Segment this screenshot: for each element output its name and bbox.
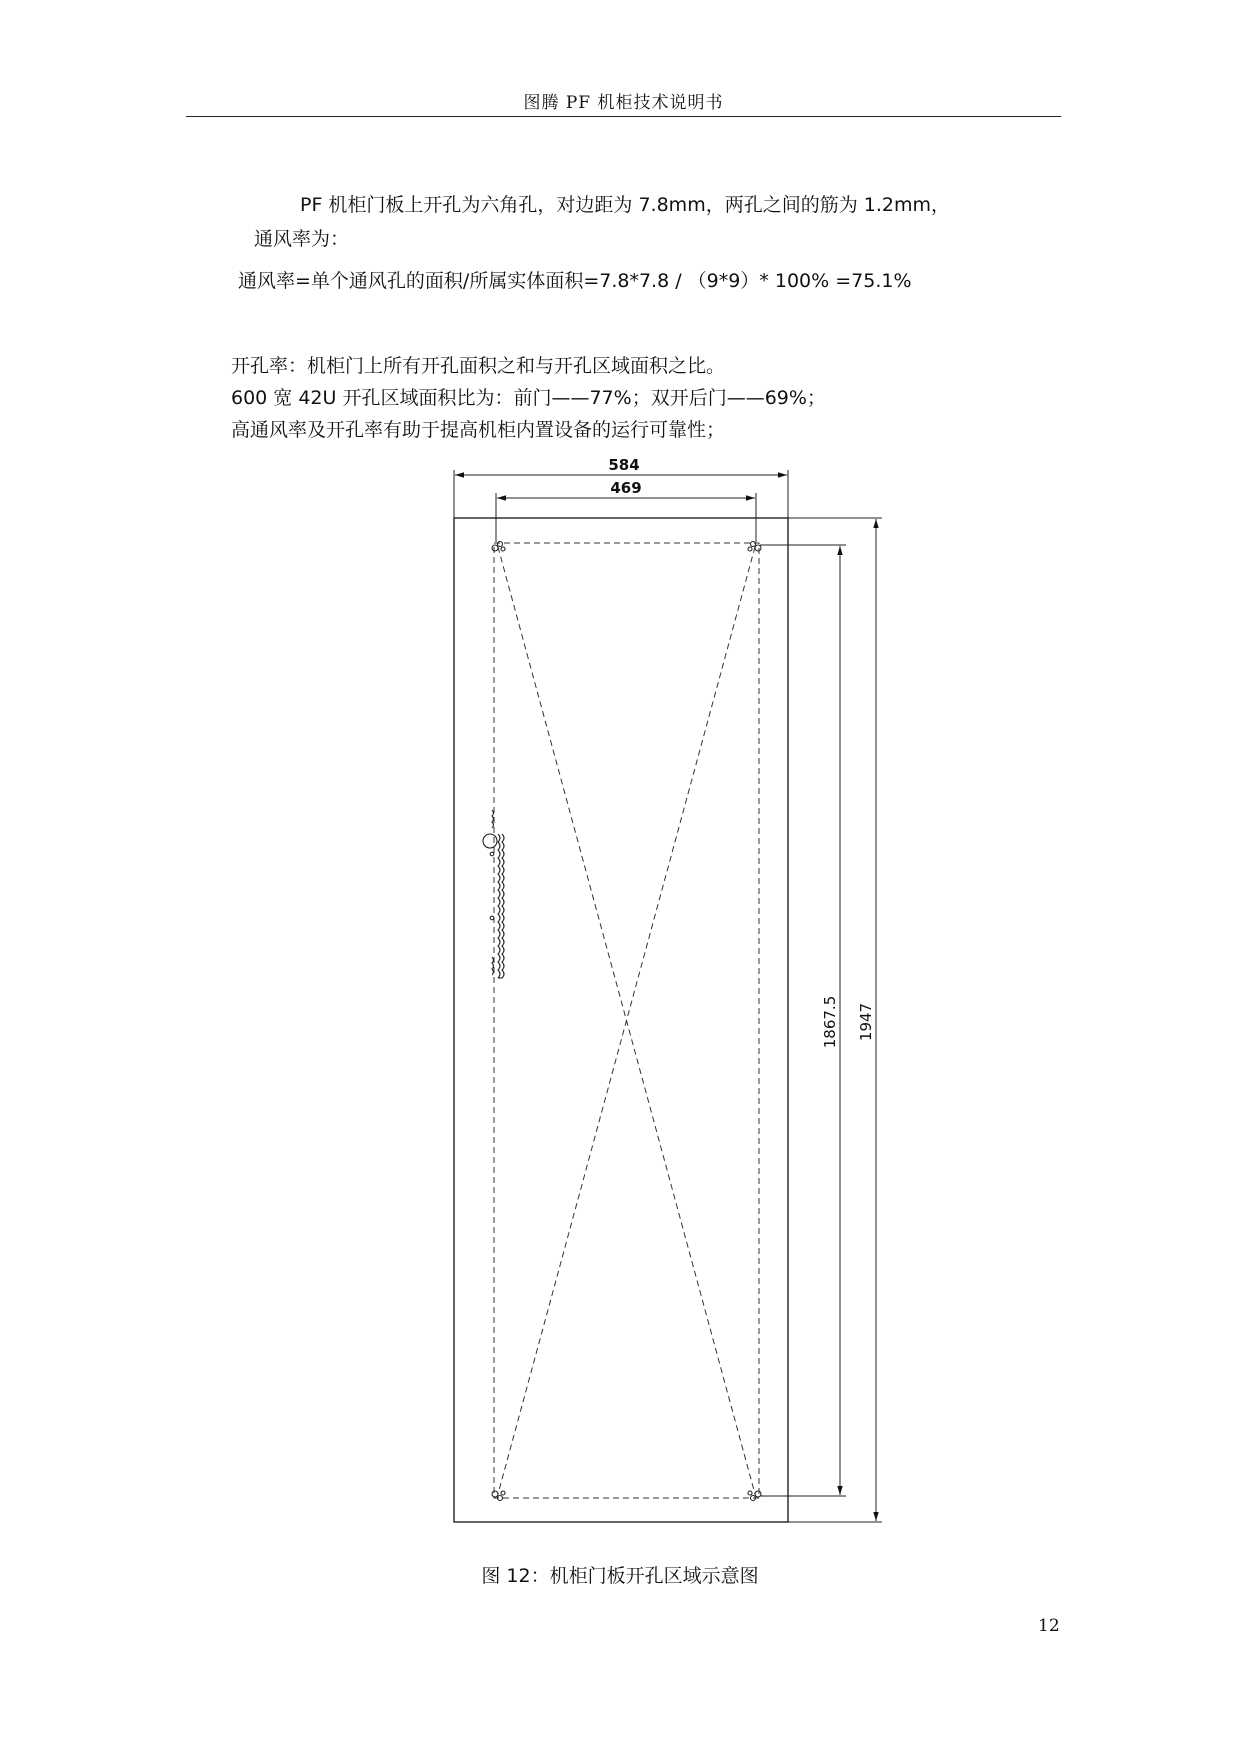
- paragraph-ventilation-label: 通风率为：: [254, 228, 350, 250]
- dimension-outer-width: 584: [608, 456, 640, 474]
- paragraph-hole-spec: PF 机柜门板上开孔为六角孔，对边距为 7.8mm，两孔之间的筋为 1.2mm，: [300, 194, 950, 216]
- benefit-statement: 高通风率及开孔率有助于提高机柜内置设备的运行可靠性；: [231, 419, 726, 441]
- header-divider: [186, 116, 1061, 117]
- dimension-inner-width: 469: [610, 479, 642, 497]
- ventilation-formula: 通风率=单个通风孔的面积/所属实体面积=7.8*7.8 / （9*9）* 100% =75.1%: [238, 270, 912, 292]
- page-number: 12: [1038, 1616, 1060, 1636]
- door-panel-drawing: [440, 452, 900, 1542]
- header-title: 图腾 PF 机柜技术说明书: [523, 93, 724, 113]
- figure-caption: 图 12：机柜门板开孔区域示意图: [481, 1565, 759, 1587]
- dimension-inner-height: 1867.5: [821, 995, 839, 1049]
- door-outline: [454, 518, 788, 1522]
- open-ratio-definition: 开孔率：机柜门上所有开孔面积之和与开孔区域面积之比。: [231, 355, 726, 377]
- dimension-outer-height: 1947: [857, 1002, 875, 1042]
- open-ratio-values: 600 宽 42U 开孔区域面积比为：前门——77%；双开后门——69%；: [231, 387, 826, 409]
